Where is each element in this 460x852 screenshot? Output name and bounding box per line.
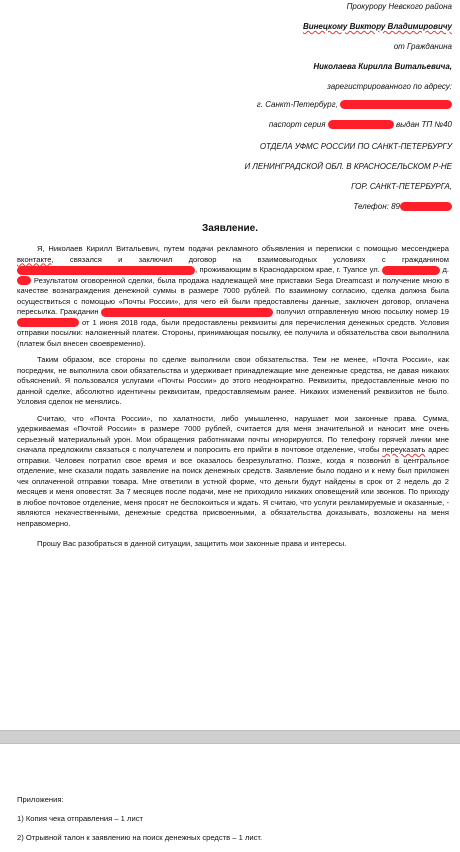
header-from: от Гражданина	[393, 42, 452, 51]
header-addressee-line: Прокурору Невского района	[346, 2, 452, 11]
header-registered: зарегистрированного по адресу:	[327, 82, 452, 91]
document-body	[17, 244, 449, 556]
header-ufms-3: ГОР. САНКТ-ПЕТЕРБУРГА,	[351, 182, 452, 191]
attachments-title: Приложения:	[17, 795, 64, 804]
paragraph-2: Таким образом, все стороны по сделке выполнили свои обязательства. Тем не менее, «Почта России», как посредник, не выполнила свои обязательства и удерживает принадлежащие мне денежные средства, не давая никаких объяснений. Я пользовался услугами «Почты России» до этого неоднократно. Реквизиты, предоставленные мною по данной сделке, абсолютно идентичны реквизитам, предоставляемым ранее. Никаких изменений реквизитов не было. Условия сделок не менялись.	[17, 355, 449, 406]
header-phone: Телефон: 89	[353, 202, 452, 211]
document-title: Заявление.	[202, 223, 258, 234]
header-prosecutor-name: Винецкому Виктору Владимировичу	[302, 22, 452, 31]
attachments-section	[17, 795, 262, 852]
paragraph-4: Прошу Вас разобраться в данной ситуации, защитить мои законные права и интересы.	[37, 539, 347, 548]
header-applicant-name: Николаева Кирилла Витальевича,	[313, 62, 452, 71]
redaction-mark	[17, 318, 79, 327]
redaction-mark	[101, 308, 273, 317]
header-ufms-1: ОТДЕЛА УФМС РОССИИ ПО САНКТ-ПЕТЕРБУРГУ	[259, 142, 452, 151]
redaction-mark	[17, 276, 31, 285]
header-address: г. Санкт-Петербург,	[257, 100, 452, 109]
header-passport: паспорт серия выдан ТП №40	[268, 120, 452, 129]
redaction-mark	[17, 266, 195, 275]
page-break	[0, 730, 460, 744]
redaction-mark	[328, 120, 394, 129]
header-ufms-2: И ЛЕНИНГРАДСКОЙ ОБЛ. В КРАСНОСЕЛЬСКОМ Р-НЕ	[244, 162, 452, 171]
attachment-item: 2) Отрывной талон к заявлению на поиск денежных средств – 1 лист.	[17, 833, 263, 842]
paragraph-1: Я, Николаев Кирилл Витальевич, путем подачи рекламного объявления и переписки с помощью мессенджера вконтакте, связался и заключил договор на взаимовыгодных условиях с гражданином , проживающим в Краснодарском крае, г. Туапсе ул. д. Результатом оговоренной сделки, была продажа надлежащей мне приставки Sega Dreamcast и получение мною в качестве вознаграждения денежной суммы в размере 7000 рублей. По взаимному согласию, сделка должна была осуществиться с помощью «Почты России», для чего ей были предоставлены данные, заключен договор, оплачена пересылка. Гражданин получил отправленную мною посылку номер 19 от 1 июня 2018 года, были предоставлены реквизиты для перечисления денежных средств. Условия отправки посылки: наложенный платеж. Стороны, принимающая посылку, ее получила и обязательства свои выполнила (платеж был внесен своевременно).	[17, 244, 449, 348]
paragraph-3: Считаю, что «Почта России», по халатности, либо умышленно, нарушает мои законные права. Сумма, удерживаемая «Почтой России» в размере 7000 рублей, считается для меня значительной и наносит мне очень серьезный материальный урон. Мои обращения работниками почты игнорируются. По телефону горячей линии мне сначала предложили связаться с получателем и попросить его прийти в почтовое отделение, чтобы переуказать адрес отправки. Человек потратил свое время и все оказалось безрезультатно. Позже, когда я позвонил в центральное отделение, мне сказали подать заявление на поиск денежных средств. Заявление было подано и к нему был приложен чек оплаченной отправки товара. Мне ответили в устной форме, что деньги будут найдены в срок от 2 недель до 2 месяцев и меня оповестят. За 7 месяцев после подачи, мне не приходило никаких оповещений или звонков. По приходу в любое почтовое отделение, меня просят не беспокоиться и ждать. Я считаю, что услуги рекламируемые и оказанные, - являются некачественными, денежные средства присвоенными, а обязательства доказывать, возложены на меня неправомерно.	[17, 413, 449, 528]
redaction-mark	[382, 266, 440, 275]
attachment-item: 1) Копия чека отправления – 1 лист	[17, 814, 143, 823]
redaction-mark	[400, 202, 452, 211]
redaction-mark	[340, 100, 452, 109]
